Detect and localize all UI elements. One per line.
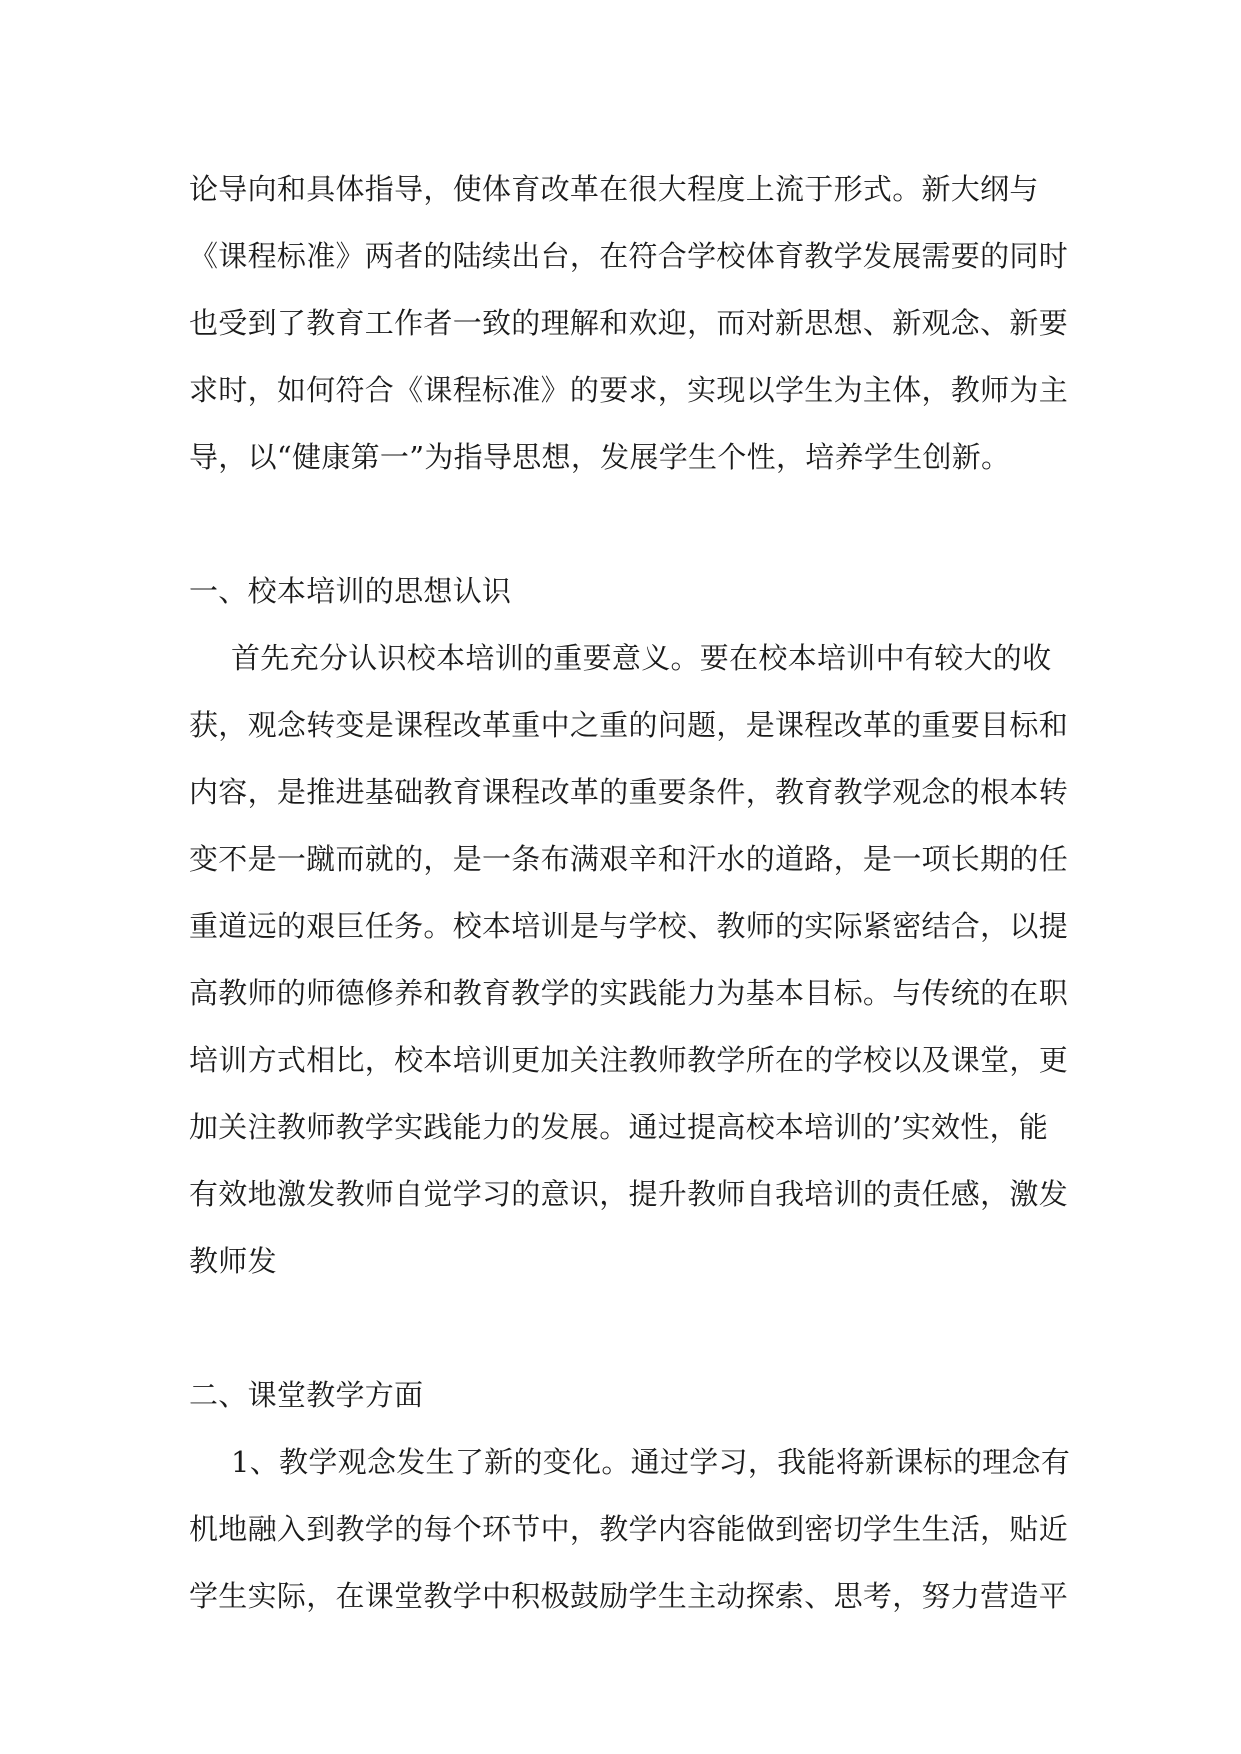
text-line: 也受到了教育工作者一致的理解和欢迎，而对新思想、新观念、新要 (189, 306, 1069, 340)
section-heading: 一、校本培训的思想认识 (189, 574, 512, 608)
section-gap (189, 491, 1059, 558)
text-line: 重道远的艰巨任务。校本培训是与学校、教师的实际紧密结合，以提 (189, 909, 1069, 943)
text-line: 学生实际，在课堂教学中积极鼓励学生主动探索、思考，努力营造平 (189, 1579, 1069, 1613)
text-line: 内容，是推进基础教育课程改革的重要条件，教育教学观念的根本转 (189, 775, 1069, 809)
text-line: 变不是一蹴而就的，是一条布满艰辛和汗水的道路，是一项长期的任 (189, 842, 1069, 876)
intro-paragraph (189, 156, 1069, 491)
text-line: 培训方式相比，校本培训更加关注教师教学所在的学校以及课堂，更 (189, 1043, 1069, 1077)
text-line: 加关注教师教学实践能力的发展。通过提高校本培训的’实效性，能 (189, 1110, 1049, 1144)
text-line: 1、教学观念发生了新的变化。通过学习，我能将新课标的理念有 (231, 1445, 1071, 1479)
text-line: 首先充分认识校本培训的重要意义。要在校本培训中有较大的收 (231, 641, 1052, 675)
document-body (189, 156, 1071, 1630)
text-line: 机地融入到教学的每个环节中，教学内容能做到密切学生生活，贴近 (189, 1512, 1069, 1546)
text-line: 高教师的师德修养和教育教学的实践能力为基本目标。与传统的在职 (189, 976, 1069, 1010)
text-line: 有效地激发教师自觉学习的意识，提升教师自我培训的责任感，激发 (189, 1177, 1069, 1211)
text-line: 求时，如何符合《课程标准》的要求，实现以学生为主体，教师为主 (189, 373, 1069, 407)
section1-paragraph (189, 625, 1069, 1295)
text-line: 获，观念转变是课程改革重中之重的问题，是课程改革的重要目标和 (189, 708, 1069, 742)
section2-paragraph (189, 1429, 1071, 1630)
text-line: 导，以“健康第一”为指导思想，发展学生个性，培养学生创新。 (189, 440, 1011, 474)
text-line: 论导向和具体指导，使体育改革在很大程度上流于形式。新大纲与 (189, 172, 1039, 206)
section-heading: 二、课堂教学方面 (189, 1378, 424, 1412)
text-line: 《课程标准》两者的陆续出台，在符合学校体育教学发展需要的同时 (189, 239, 1069, 273)
section-gap (189, 1295, 1059, 1362)
text-line: 教师发 (189, 1244, 277, 1278)
